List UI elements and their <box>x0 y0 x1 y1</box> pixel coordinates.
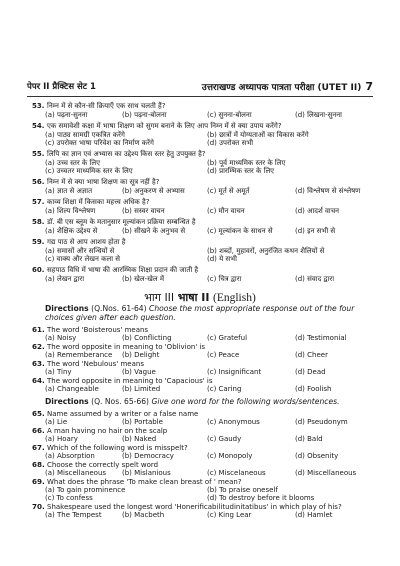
directions-text: Choose the most appropriate response out of the four choices given after each question. <box>45 304 355 322</box>
option-d[interactable]: (d) Bald <box>295 435 323 443</box>
header-exam-name: उत्तराखण्ड अध्यापक पात्रता परीक्षा (UTET II) <box>201 83 362 93</box>
option-b[interactable]: (b) Delight <box>122 351 160 359</box>
option-c[interactable]: (c) सुनना-बोलना <box>207 111 252 119</box>
option-b[interactable]: (b) To praise oneself <box>207 486 278 494</box>
option-d[interactable]: (d) Cheer <box>295 351 328 359</box>
option-b[interactable]: (b) शब्दों, मुहावरों, अनुरंजित कथन शैलियों से <box>207 247 325 255</box>
question-number: 55. <box>32 150 45 158</box>
option-a[interactable]: (a) लेखन द्वारा <box>45 275 85 283</box>
option-c[interactable]: (c) Caring <box>207 385 242 393</box>
option-a[interactable]: (a) पाठ्य सामग्री एकत्रित करेंगे <box>45 131 125 139</box>
option-c[interactable]: (c) Peace <box>207 351 240 359</box>
question-number: 68. <box>32 460 45 469</box>
option-c[interactable]: (c) Anonymous <box>207 418 260 426</box>
option-a[interactable]: (a) The Tempest <box>45 511 102 519</box>
option-c[interactable]: (c) मूल्यांकन के साधन से <box>207 227 273 235</box>
option-c[interactable]: (c) Insignificant <box>207 368 262 376</box>
option-c[interactable]: (c) उपरोक्त भाषा परिवेश का निर्माण करेंगे <box>45 139 154 147</box>
option-b[interactable]: (b) Limited <box>122 385 161 393</box>
header-paper-set: पेपर II प्रैक्टिस सेट 1 <box>27 82 96 92</box>
option-d[interactable]: (d) विश्लेषण से संश्लेषण <box>295 187 361 195</box>
option-c[interactable]: (c) Grateful <box>207 334 248 342</box>
section-language: (English) <box>213 292 256 304</box>
option-b[interactable]: (b) पढ़ना-बोलना <box>122 111 167 119</box>
option-d[interactable]: (d) संवाद द्वारा <box>295 275 335 283</box>
option-b[interactable]: (b) Mislanious <box>122 469 171 477</box>
option-d[interactable]: (d) Hamlet <box>295 511 333 519</box>
option-b[interactable]: (b) सीखने के अनुभव से <box>122 227 186 235</box>
option-a[interactable]: (a) Hoary <box>45 435 78 443</box>
option-a[interactable]: (a) समासों और सन्धियों से <box>45 247 115 255</box>
directions-range: (Q. Nos. 65-66) <box>91 397 150 406</box>
question-number: 59. <box>32 238 45 246</box>
option-d[interactable]: (d) Foolish <box>295 385 332 393</box>
directions-range: (Q.Nos. 61-64) <box>91 304 147 313</box>
question-text: Shakespeare used the longest word 'Honerificabilitudinitatibus' in which play of his? <box>47 503 342 511</box>
question-text: The word opposite in meaning to 'Oblivion' is <box>47 343 206 351</box>
question-number: 69. <box>32 477 45 486</box>
page-header <box>27 81 373 95</box>
option-c[interactable]: (c) मौन वाचन <box>207 207 245 215</box>
question-text: What does the phrase 'To make clean breast of ' mean? <box>47 478 242 486</box>
question-text: लिपि का ज्ञान एवं अभ्यास का उद्देश्य किस स्तर हेतु उपयुक्त है? <box>47 150 206 158</box>
option-b[interactable]: (b) अनुकरण से अभ्यास <box>122 187 185 195</box>
option-d[interactable]: (d) प्रारम्भिक स्तर के लिए <box>207 167 275 175</box>
question-number: 62. <box>32 342 45 351</box>
question-text: सहपाठ विधि में भाषा की आरम्भिक शिक्षा प्रदान की जाती है <box>47 266 199 274</box>
option-a[interactable]: (a) शैक्षिक उद्देश्य से <box>45 227 98 235</box>
option-a[interactable]: (a) Noisy <box>45 334 77 342</box>
option-a[interactable]: (a) To gain prominence <box>45 486 126 494</box>
question-text: काव्य शिक्षा में किसका महत्त्व अधिक है? <box>47 198 150 206</box>
question-number: 67. <box>32 443 45 452</box>
directions-65-66 <box>45 397 373 406</box>
option-d[interactable]: (d) ये सभी <box>207 255 237 263</box>
question-number: 53. <box>32 102 45 110</box>
option-a[interactable]: (a) Lie <box>45 418 68 426</box>
question-number: 65. <box>32 409 45 418</box>
page-number: 7 <box>365 80 373 93</box>
option-b[interactable]: (b) खेल-खेल में <box>122 275 165 283</box>
option-c[interactable]: (c) उच्चतर माध्यमिक स्तर के लिए <box>45 167 133 175</box>
question-text: गद्य पाठ से आप आशय होता है <box>47 238 126 246</box>
question-text: एक समावेशी कक्षा में भाषा शिक्षण को सुगम बनाने के लिए आप निम्न में से क्या उपाय करेंगे? <box>47 122 282 130</box>
question-text: निम्न में से कौन-सी क्रियाएँ एक साथ चलती हैं? <box>47 102 166 110</box>
question-number: 54. <box>32 122 45 130</box>
option-d[interactable]: (d) Obsenity <box>295 452 339 460</box>
question-number: 64. <box>32 376 45 385</box>
directions-text: Give one word for the following words/sentences. <box>151 397 340 406</box>
option-c[interactable]: (c) Monopoly <box>207 452 253 460</box>
question-number: 60. <box>32 266 45 274</box>
question-text: Choose the correctly spelt word <box>47 461 159 469</box>
option-a[interactable]: (a) ज्ञात से अज्ञात <box>45 187 93 195</box>
option-b[interactable]: (b) Democracy <box>122 452 174 460</box>
question-number: 57. <box>32 198 45 206</box>
option-d[interactable]: (d) To destroy before it blooms <box>207 494 315 502</box>
option-b[interactable]: (b) सस्वर वाचन <box>122 207 165 215</box>
option-a[interactable]: (a) Miscellaneous <box>45 469 107 477</box>
header-exam-title <box>202 80 373 93</box>
question-text: Name assumed by a writer or a false name <box>47 410 199 418</box>
option-a[interactable]: (a) शिल्प विश्लेषण <box>45 207 96 215</box>
option-b[interactable]: (b) Portable <box>122 418 163 426</box>
question-number: 66. <box>32 426 45 435</box>
option-d[interactable]: (d) Dead <box>295 368 326 376</box>
option-d[interactable]: (d) आदर्श वाचन <box>295 207 340 215</box>
question-number: 56. <box>32 178 45 186</box>
option-b[interactable]: (b) Macbeth <box>122 511 165 519</box>
option-c[interactable]: (c) Miscelaneous <box>207 469 266 477</box>
option-d[interactable]: (d) Pseudonym <box>295 418 348 426</box>
option-c[interactable]: (c) मूर्त से अमूर्त <box>207 187 250 195</box>
directions-61-64 <box>45 304 373 322</box>
question-number: 58. <box>32 218 45 226</box>
option-c[interactable]: (c) Gaudy <box>207 435 242 443</box>
option-d[interactable]: (d) Miscellaneous <box>295 469 357 477</box>
option-b[interactable]: (b) Naked <box>122 435 157 443</box>
option-a[interactable]: (a) Changeable <box>45 385 99 393</box>
question-number: 70. <box>32 502 45 511</box>
option-c[interactable]: (c) चित्र द्वारा <box>207 275 242 283</box>
option-c[interactable]: (c) वाक्य और लेखन कला से <box>45 255 120 263</box>
option-a[interactable]: (a) उच्च स्तर के लिए <box>45 159 100 167</box>
option-a[interactable]: (a) Tiny <box>45 368 72 376</box>
question-text: A man having no hair on the scalp <box>47 427 168 435</box>
option-d[interactable]: (d) Testimonial <box>295 334 347 342</box>
section-title: भाषा II <box>177 291 210 304</box>
question-text: The word opposite in meaning to 'Capacious' is <box>47 377 213 385</box>
question-text: The word 'Boisterous' means <box>47 326 149 334</box>
option-a[interactable]: (a) Absorption <box>45 452 95 460</box>
option-d[interactable]: (d) लिखना-सुनना <box>295 111 342 119</box>
option-b[interactable]: (b) Vague <box>122 368 156 376</box>
option-d[interactable]: (d) उपरोक्त सभी <box>207 139 254 147</box>
option-b[interactable]: (b) छात्रों में योग्यताओं का विकास करेंगे <box>207 131 309 139</box>
question-text: डॉ. बी एस ब्लूम के मतानुसार मूल्यांकन प्रक्रिया सम्बन्धित है <box>47 218 196 226</box>
option-a[interactable]: (a) Rememberance <box>45 351 113 359</box>
section-heading <box>0 290 400 305</box>
option-b[interactable]: (b) Conflicting <box>122 334 172 342</box>
option-c[interactable]: (c) To confess <box>45 494 93 502</box>
question-number: 63. <box>32 359 45 368</box>
header-rule <box>27 96 373 97</box>
option-d[interactable]: (d) इन सभी से <box>295 227 336 235</box>
option-b[interactable]: (b) पूर्व माध्यमिक स्तर के लिए <box>207 159 286 167</box>
question-text: निम्न में से क्या भाषा शिक्षण का सूत्र नहीं है? <box>47 178 160 186</box>
directions-label: Directions <box>45 304 89 313</box>
question-text: The word 'Nebulous' means <box>47 360 144 368</box>
directions-label: Directions <box>45 397 89 406</box>
question-text: Which of the following word is misspelt? <box>47 444 188 452</box>
option-a[interactable]: (a) पढ़ना-सुनना <box>45 111 88 119</box>
section-prefix: भाग III <box>144 291 175 304</box>
option-c[interactable]: (c) King Lear <box>207 511 252 519</box>
question-number: 61. <box>32 325 45 334</box>
